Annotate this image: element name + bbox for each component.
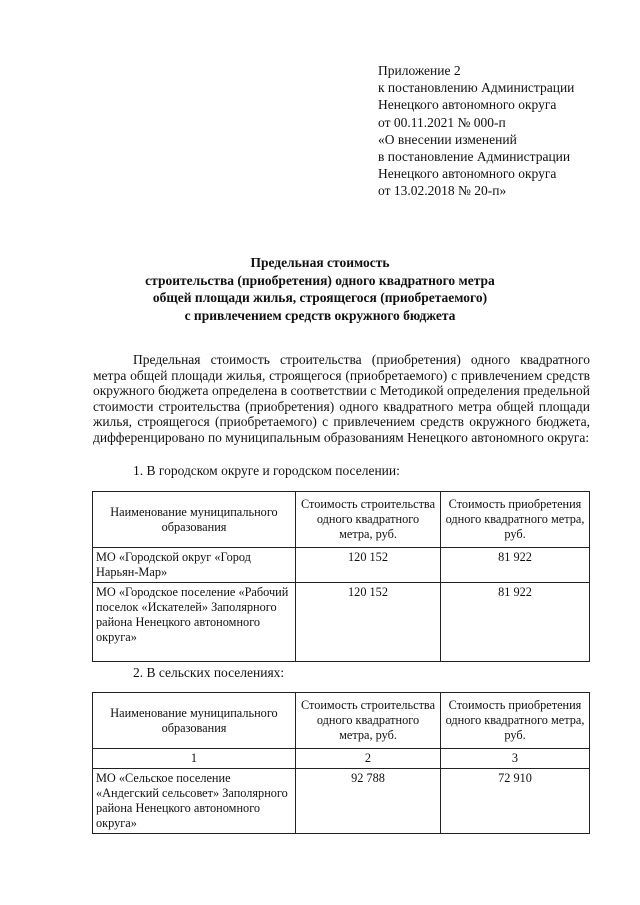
column-header-name: Наименование муниципального образования [93, 693, 296, 749]
build-cost-value: 120 152 [296, 583, 441, 662]
appendix-line: от 13.02.2018 № 20-п» [378, 183, 507, 199]
column-header-name: Наименование муниципального образования [93, 492, 296, 548]
table-row [93, 583, 590, 662]
title-line: с привлечением средств окружного бюджета [184, 307, 456, 323]
appendix-line: Ненецкого автономного округа [378, 97, 557, 113]
intro-paragraph: Предельная стоимость строительства (приобретения) одного квадратного метра общей площади жилья, строящегося (приобретаемого) с привлечением средств окружного бюджета определена в соответствии с Методикой определения предельной стоимости строительства (приобретения) одного квадратного метра общей площади жилья, строящегося (приобретаемого) с привлечением средств окружного бюджета, дифференцировано по муниципальным образованиям Ненецкого автономного округа: [93, 352, 590, 445]
title-line: общей площади жилья, строящегося (приобретаемого) [152, 290, 488, 305]
appendix-line: Ненецкого автономного округа [378, 166, 557, 182]
table-row [93, 769, 590, 834]
rural-cost-table [92, 692, 590, 834]
column-header-build-cost: Стоимость строительства одного квадратного метра, руб. [296, 693, 441, 749]
section-2-heading: 2. В сельских поселениях: [133, 665, 285, 680]
column-number: 2 [296, 749, 441, 769]
appendix-line: Приложение 2 [378, 63, 461, 78]
build-cost-value: 92 788 [296, 769, 441, 834]
buy-cost-value: 81 922 [441, 548, 590, 583]
title-line: строительства (приобретения) одного квадратного метра [145, 272, 495, 288]
municipality-name: МО «Сельское поселение «Андегский сельсовет» Заполярного района Ненецкого автономного округа» [93, 769, 296, 834]
column-number: 1 [93, 749, 296, 769]
appendix-line: к постановлению Администрации [378, 80, 575, 96]
build-cost-value: 120 152 [296, 548, 441, 583]
column-header-buy-cost: Стоимость приобретения одного квадратного метра, руб. [441, 492, 590, 548]
column-header-buy-cost: Стоимость приобретения одного квадратного метра, руб. [441, 693, 590, 749]
appendix-block [378, 62, 628, 200]
column-number: 3 [441, 749, 590, 769]
section-1-heading: 1. В городском округе и городском поселении: [133, 463, 400, 478]
municipality-name: МО «Городской округ «Город Нарьян-Мар» [93, 548, 296, 583]
table-row [93, 548, 590, 583]
municipality-name: МО «Городское поселение «Рабочий поселок «Искателей» Заполярного района Ненецкого автономного округа» [93, 583, 296, 662]
urban-cost-table [92, 491, 590, 662]
buy-cost-value: 72 910 [441, 769, 590, 834]
column-number-row [93, 749, 590, 769]
appendix-line: в постановление Администрации [378, 149, 571, 165]
table-header-row [93, 492, 590, 548]
table-header-row [93, 693, 590, 749]
document-title [80, 254, 560, 324]
column-header-build-cost: Стоимость строительства одного квадратного метра, руб. [296, 492, 441, 548]
appendix-line: «О внесении изменений [378, 131, 517, 147]
buy-cost-value: 81 922 [441, 583, 590, 662]
title-line: Предельная стоимость [250, 255, 390, 270]
appendix-line: от 00.11.2021 № 000-п [378, 114, 506, 130]
